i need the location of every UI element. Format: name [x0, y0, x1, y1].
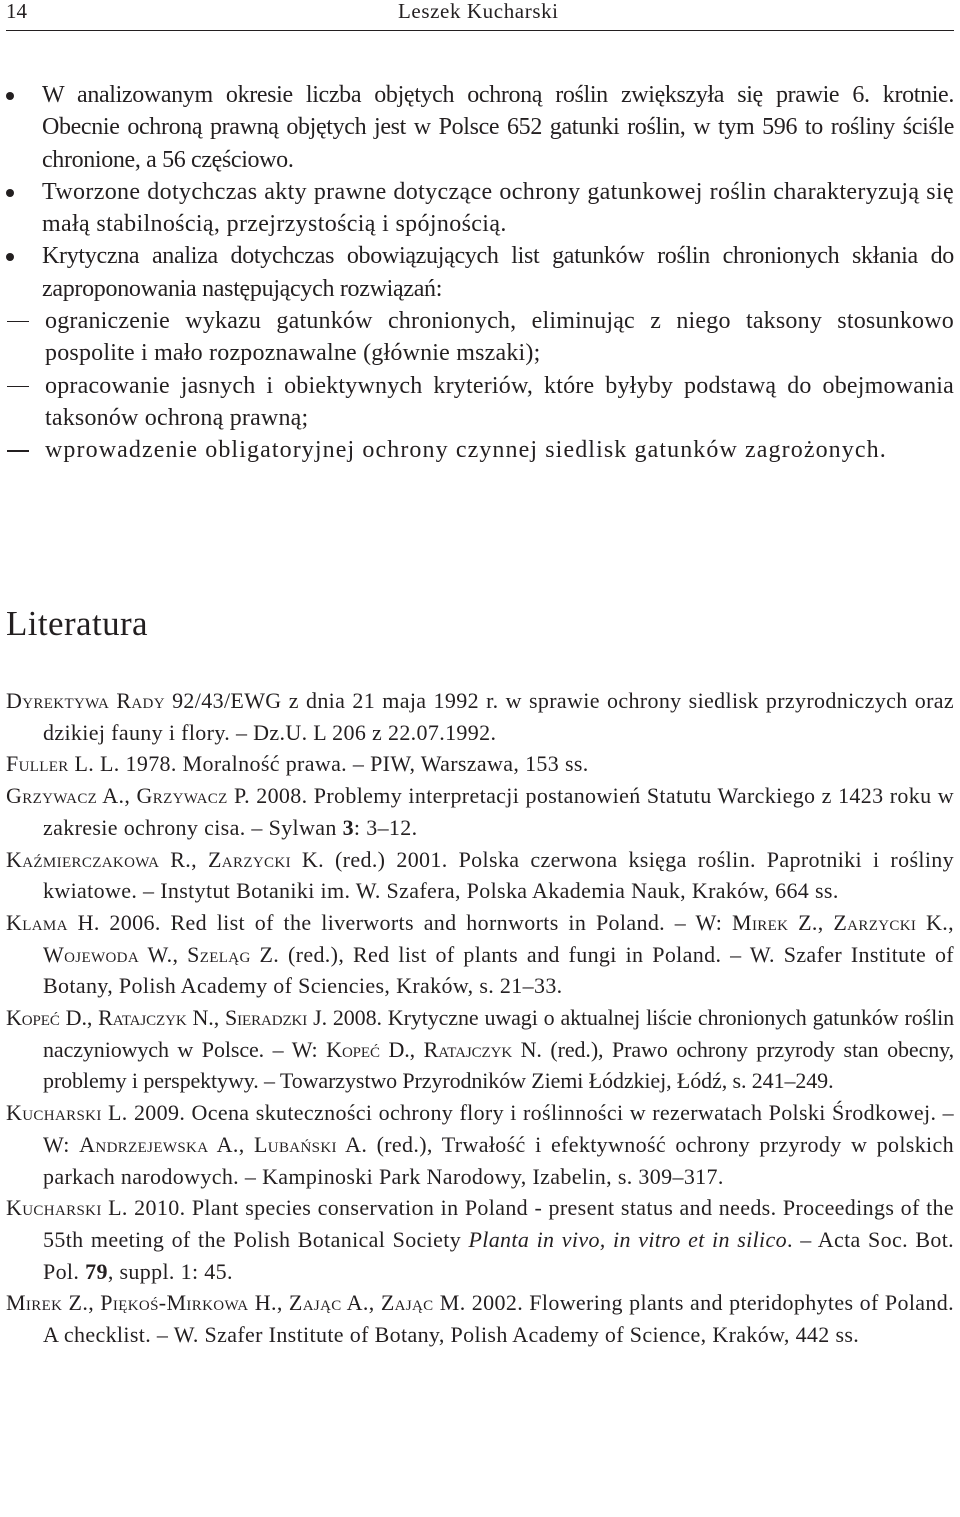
reference-authors: Mirek	[732, 909, 789, 935]
reference-text: A.,	[208, 1131, 254, 1157]
reference-text: H. 2006. Red list of the liverworts and hornworts in Poland. – W:	[67, 909, 733, 935]
reference-authors: Kaźmierczakowa	[6, 846, 160, 872]
reference-text: L. 2010. Plant species conservation in Poland - present status and needs. Proceedings of the 55th meeting of the Polish Botanical Society	[43, 1195, 954, 1252]
reference-volume: 3	[342, 814, 354, 840]
reference-item	[0, 748, 960, 780]
reference-authors: Kucharski	[6, 1100, 102, 1126]
reference-item	[0, 844, 960, 907]
bullet-icon	[6, 92, 14, 100]
conclusion-text: Krytyczna analiza dotychczas obowiązujących list gatunków roślin chronionych skłania do zaproponowania następujących rozwiązań:	[42, 243, 954, 302]
reference-text: R.,	[159, 846, 209, 872]
reference-text: N. (red.), Prawo ochrony przyrody stan obecny, problemy i perspektywy. – Towarzystwo Przyrodników Ziemi Łódzkiej, Łódź, s. 241–249.	[43, 1036, 955, 1094]
bullet-icon	[6, 189, 14, 197]
conclusion-item	[0, 240, 960, 466]
reference-text: K. (red.) 2001. Polska czerwona księga roślin. Paprotniki i rośliny kwiatowe. – Instytut Botaniki im. W. Szafera, Polska Akademia Nauk, Kraków, 664 ss.	[43, 846, 954, 904]
dash-icon	[7, 386, 29, 387]
conclusion-item	[0, 79, 960, 176]
reference-authors: Ratajczyk	[98, 1005, 187, 1031]
dash-icon	[7, 450, 29, 451]
reference-authors: Grzywacz	[136, 783, 228, 809]
conclusion-item	[0, 176, 960, 241]
reference-text: D.,	[59, 1005, 99, 1031]
reference-text: N.,	[186, 1005, 226, 1031]
reference-authors: Kopeć	[6, 1005, 60, 1031]
reference-text: K.,	[916, 909, 954, 935]
reference-item	[0, 1002, 960, 1097]
reference-text: M. 2002. Flowering plants and pteridophytes of Poland. A checklist. – W. Szafer Institute of Botany, Polish Academy of Science, Kraków, 442 ss.	[43, 1290, 954, 1348]
reference-authors: Zarzycki	[833, 909, 917, 935]
reference-authors: Ratajczyk	[423, 1036, 513, 1062]
conclusions-list	[0, 79, 960, 467]
reference-authors: Mirek	[6, 1290, 63, 1316]
reference-item	[0, 907, 960, 1002]
bullet-icon	[6, 253, 14, 261]
reference-text: Z. (red.), Red list of plants and fungi in Poland. – W. Szafer Institute of Botany, Polish Academy of Sciencies, Kraków, s. 21–33.	[43, 941, 954, 999]
reference-volume: 79	[85, 1258, 108, 1284]
page-number: 14	[6, 0, 27, 23]
proposal-text: wprowadzenie obligatoryjnej ochrony czynnej siedlisk gatunków zagrożonych.	[45, 437, 887, 464]
proposal-text: opracowanie jasnych i obiektywnych kryteriów, które byłyby podstawą do obejmowania taksonów ochroną prawną;	[45, 372, 954, 431]
proposal-item	[7, 434, 954, 466]
reference-text: H.,	[248, 1290, 289, 1316]
proposals-list	[42, 305, 954, 466]
reference-authors: Klama	[6, 909, 68, 935]
reference-text: : 3–12.	[353, 814, 418, 840]
reference-authors: Szeląg	[187, 941, 251, 967]
reference-authors: Fuller	[6, 751, 69, 777]
reference-italic-title: Planta in vivo, in vitro et in silico	[468, 1226, 787, 1252]
reference-text: . – Acta Soc. Bot. Pol.	[43, 1226, 955, 1284]
reference-authors: Sieradzki	[225, 1005, 308, 1031]
reference-item	[0, 1097, 960, 1192]
reference-item	[0, 1192, 960, 1287]
reference-authors: Dyrektywa Rady	[6, 688, 165, 713]
reference-authors: Kucharski	[6, 1195, 102, 1221]
reference-authors: Zarzycki	[208, 846, 291, 872]
reference-item	[0, 780, 960, 843]
conclusion-text: Tworzone dotychczas akty prawne dotyczące ochrony gatunkowej roślin charakteryzują się małą stabilnością, przejrzystością i spójnością.	[42, 178, 954, 238]
reference-authors: Wojewoda	[43, 941, 140, 967]
proposal-item	[7, 370, 954, 435]
reference-text: L. 2009. Ocena skuteczności ochrony flory i roślinności w rezerwatach Polski Środkowej. – W:	[43, 1100, 954, 1157]
running-header	[6, 0, 954, 31]
reference-text: A.,	[341, 1290, 381, 1316]
reference-text: , suppl. 1: 45.	[107, 1258, 233, 1284]
reference-text: A. (red.), Trwałość i efektywność ochrony przyrody w polskich parkach narodowych. – Kampinoski Park Narodowy, Izabelin, s. 309–317.	[43, 1131, 954, 1189]
reference-authors: Zając	[288, 1290, 342, 1316]
reference-text: Z.,	[62, 1290, 101, 1316]
proposal-item	[7, 305, 954, 370]
reference-text: A.,	[97, 783, 137, 809]
conclusion-text: W analizowanym okresie liczba objętych ochroną roślin zwiększyła się prawie 6. krotnie. Obecnie ochroną prawną objętych jest w Polsce 652 gatunki roślin, w tym 596 to rośliny ściśle chronione, a 56 częściowo.	[42, 82, 954, 173]
reference-text: P. 2008. Problemy interpretacji postanowień Statutu Warckiego z 1423 roku w zakresie ochrony cisa. – Sylwan	[43, 783, 954, 840]
reference-authors: Grzywacz	[6, 783, 98, 809]
dash-icon	[7, 321, 29, 322]
reference-authors: Lubański	[253, 1131, 337, 1157]
reference-text: J. 2008. Krytyczne uwagi o aktualnej liście chronionych gatunków roślin naczyniowych w Polsce. – W:	[43, 1005, 955, 1062]
reference-item	[0, 685, 960, 748]
reference-authors: Andrzejewska	[79, 1131, 209, 1157]
reference-authors: Piękoś-Mirkowa	[100, 1290, 249, 1316]
reference-list	[0, 685, 960, 1351]
running-header-author: Leszek Kucharski	[398, 0, 559, 23]
reference-text: W.,	[139, 941, 188, 967]
section-heading: Literatura	[6, 604, 148, 643]
reference-item	[0, 1287, 960, 1350]
reference-authors: Kopeć	[326, 1036, 380, 1062]
reference-authors: Zając	[380, 1290, 434, 1316]
reference-text: L. L. 1978. Moralność prawa. – PIW, Warszawa, 153 ss.	[68, 751, 589, 777]
reference-text: D.,	[379, 1036, 424, 1062]
reference-text: Z.,	[788, 909, 834, 935]
reference-text: 92/43/EWG z dnia 21 maja 1992 r. w sprawie ochrony siedlisk przyrodniczych oraz dzikiej fauny i flory. – Dz.U. L 206 z 22.07.1992.	[43, 688, 954, 745]
proposal-text: ograniczenie wykazu gatunków chronionych, eliminując z niego taksony stosunkowo pospolite i mało rozpoznawalne (głównie mszaki);	[45, 308, 954, 367]
